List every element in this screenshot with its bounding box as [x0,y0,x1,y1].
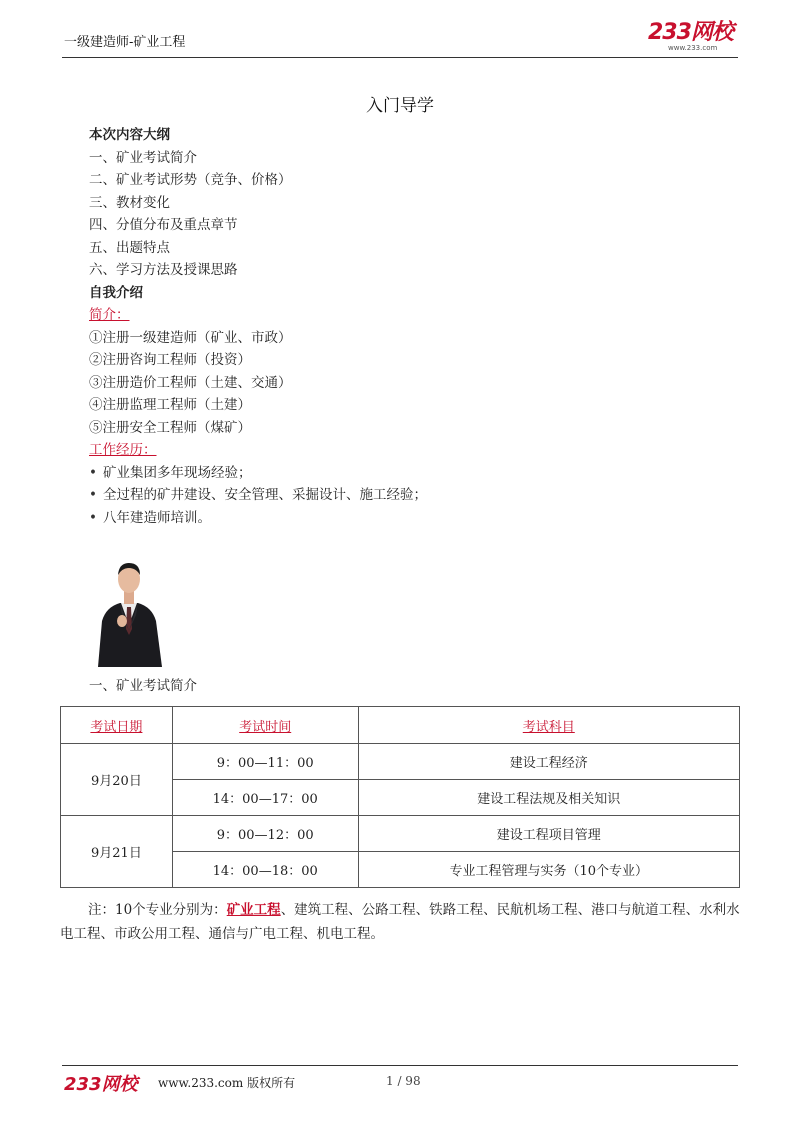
table-row [61,744,740,780]
intro-heading: 自我介绍 [89,284,143,301]
cert-item: ①注册一级建造师（矿业、市政） [89,329,292,346]
header-time: 考试时间 [172,707,358,744]
content-body [89,124,729,529]
exam-time: 14：00—17：00 [172,780,358,816]
page-number: 1 / 98 [386,1074,421,1088]
cert-item: ⑤注册安全工程师（煤矿） [89,419,251,436]
header-subject: 考试科目 [358,707,739,744]
table-header-row [61,707,740,744]
exam-time: 9：00—11：00 [172,744,358,780]
work-item: • 全过程的矿井建设、安全管理、采掘设计、施工经验； [89,484,729,507]
outline-item: 五、出题特点 [89,239,170,256]
logo-url: www.233.com [668,44,718,52]
brand-logo[interactable] [648,22,738,52]
exam-time: 14：00—18：00 [172,852,358,888]
outline-item: 一、矿业考试简介 [89,149,197,166]
exam-subject: 专业工程管理与实务（10个专业） [358,852,739,888]
cert-item: ②注册咨询工程师（投资） [89,352,251,368]
header-divider [62,57,738,58]
footer-copyright: www.233.com 版权所有 [158,1076,296,1090]
exam-subject: 建设工程项目管理 [358,816,739,852]
page-title: 入门导学 [366,96,434,116]
exam-subject: 建设工程经济 [358,744,739,780]
work-item: • 矿业集团多年现场经验； [89,462,729,485]
cert-item: ④注册监理工程师（土建） [89,397,251,413]
instructor-photo [92,551,166,667]
work-label: 工作经历： [89,442,157,458]
header-date: 考试日期 [61,707,173,744]
specialty-note [60,898,740,946]
footer-logo[interactable]: 233网校 [64,1074,138,1095]
exam-time: 9：00—12：00 [172,816,358,852]
outline-item: 六、学习方法及授课思路 [89,262,238,278]
footer-divider [62,1065,738,1066]
note-prefix: 注：10个专业分别为： [88,902,227,918]
profile-label: 简介： [89,307,130,323]
exam-schedule-table [60,706,740,888]
cert-item: ③注册造价工程师（土建、交通） [89,374,292,391]
outline-item: 三、教材变化 [89,194,170,211]
exam-date: 9月20日 [61,744,173,816]
table-row [61,816,740,852]
logo-text: 233网校 [648,20,733,45]
note-rest: 、建筑工程、公路工程、铁路工程、民航机场工程、港口与航道工程、水利水电工程、市政公用工程、通信与广电工程、机电工程。 [60,902,740,942]
note-highlight: 矿业工程 [226,902,281,918]
section-heading [89,674,197,694]
outline-item: 四、分值分布及重点章节 [89,217,238,233]
exam-date: 9月21日 [61,816,173,888]
header-title: 一级建造师-矿业工程 [64,35,186,50]
outline-item: 二、矿业考试形势（竞争、价格） [89,172,292,188]
section-title: 一、矿业考试简介 [89,678,197,694]
outline-heading: 本次内容大纲 [89,127,170,143]
work-item: • 八年建造师培训。 [89,507,729,530]
exam-subject: 建设工程法规及相关知识 [358,780,739,816]
